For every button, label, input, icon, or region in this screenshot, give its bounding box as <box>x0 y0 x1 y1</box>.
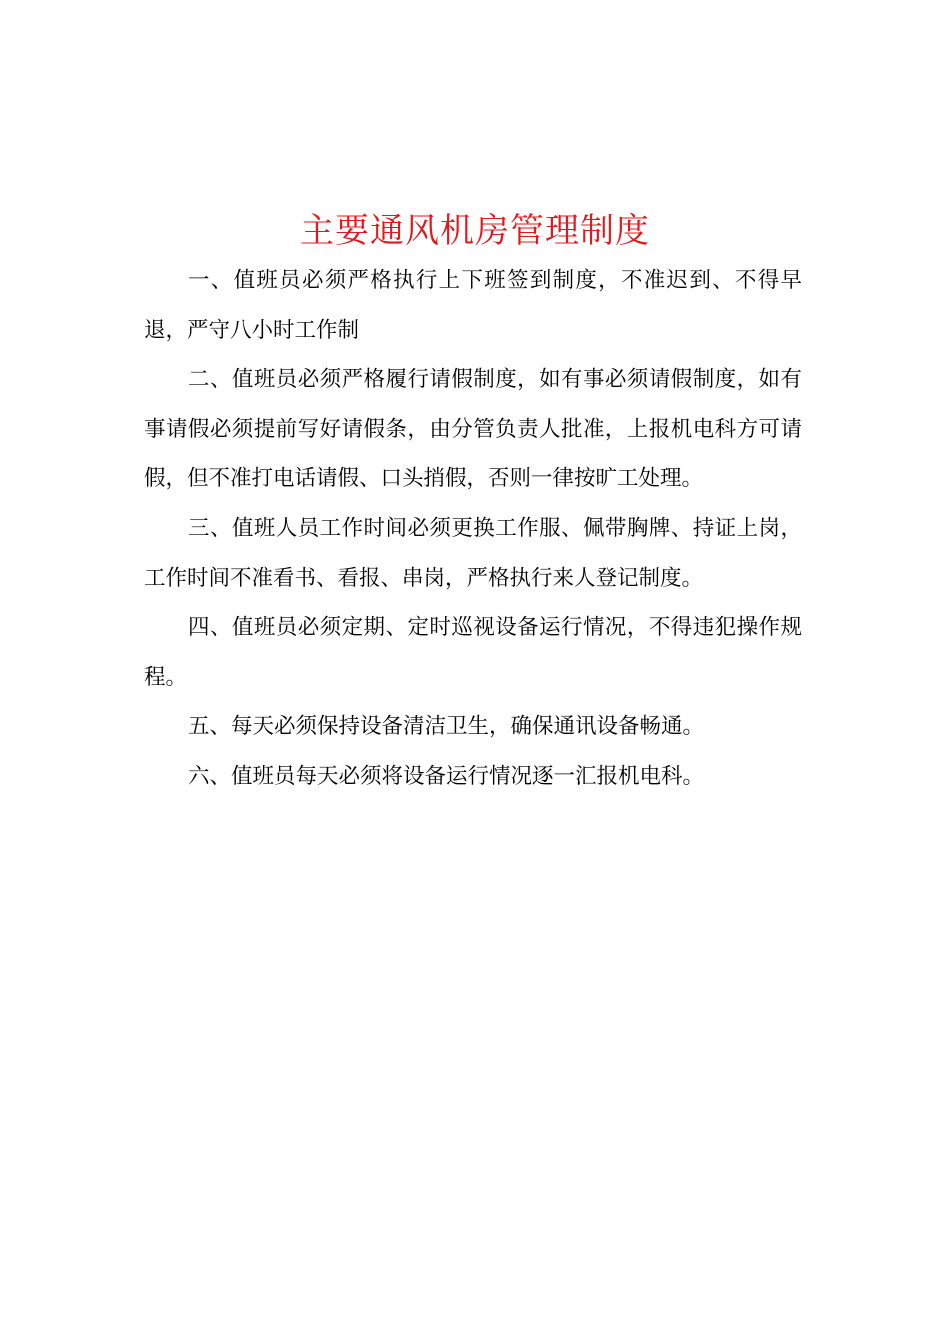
paragraph-6: 六、值班员每天必须将设备运行情况逐一汇报机电科。 <box>188 763 705 789</box>
paragraph-5: 五、每天必须保持设备清洁卫生，确保通讯设备畅通。 <box>188 714 705 740</box>
document-body <box>144 256 802 802</box>
paragraph-1: 一、值班员必须严格执行上下班签到制度，不准迟到、不得早退，严守八小时工作制 <box>144 268 802 343</box>
paragraph-3: 三、值班人员工作时间必须更换工作服、佩带胸牌、持证上岗，工作时间不准看书、看报、串岗，严格执行来人登记制度。 <box>144 515 802 591</box>
paragraph-4: 四、值班员必须定期、定时巡视设备运行情况，不得违犯操作规程。 <box>144 615 802 690</box>
document-title: 主要通风机房管理制度 <box>300 211 650 251</box>
paragraph-2: 二、值班员必须严格履行请假制度，如有事必须请假制度，如有事请假必须提前写好请假条，由分管负责人批准，上报机电科方可请假，但不准打电话请假、口头捎假，否则一律按旷工处理。 <box>144 367 802 492</box>
